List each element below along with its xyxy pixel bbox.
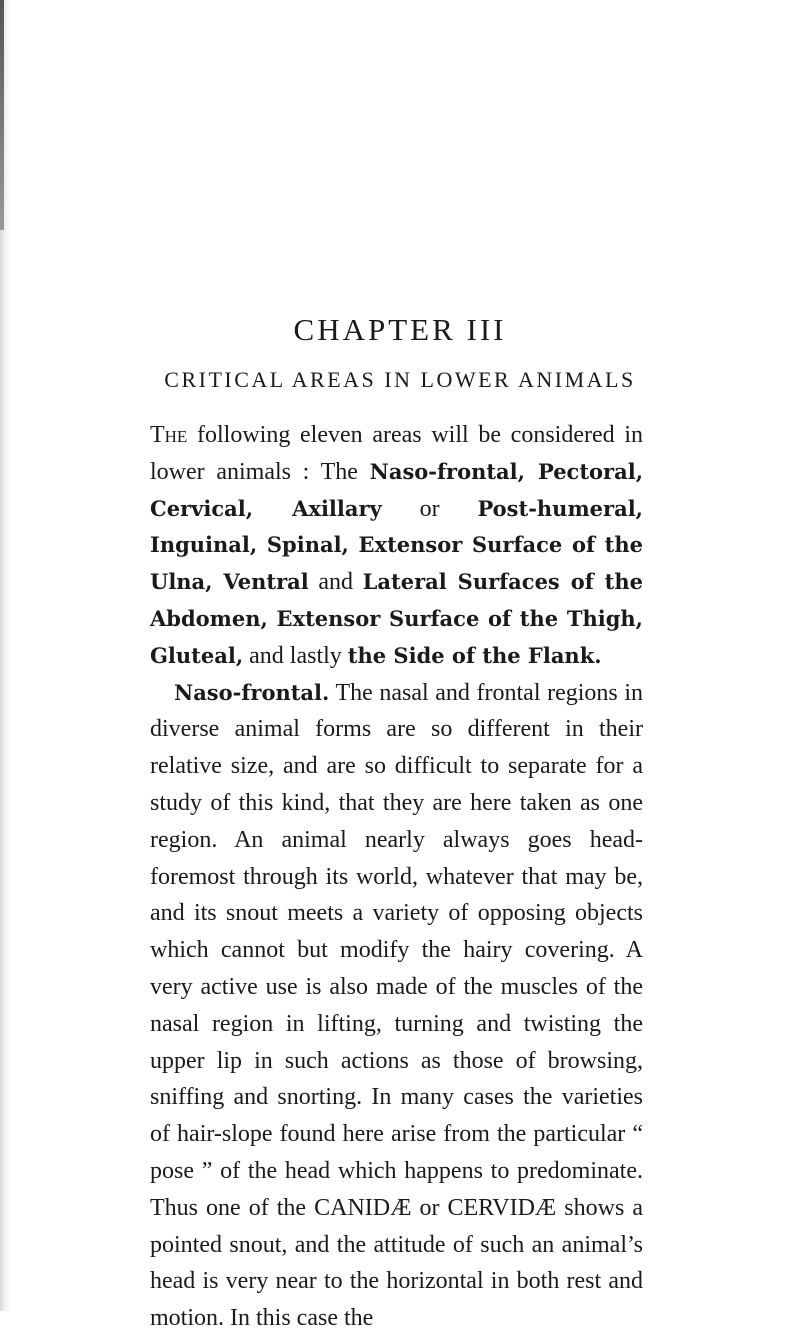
- area-list-bold: the Side of the Flank.: [347, 642, 602, 668]
- text-run: or: [381, 495, 478, 522]
- paragraph-intro: [150, 417, 643, 675]
- paragraph-naso-frontal: [150, 675, 643, 1337]
- text-run: and: [308, 569, 363, 596]
- text-run: The: [150, 422, 188, 448]
- chapter-title: CHAPTER III: [293, 312, 507, 347]
- subheading-naso-frontal: Naso-frontal.: [174, 679, 330, 705]
- area-list-bold: Lateral Surfaces of the Abdomen, Extensor Surface of the Thigh, Gluteal,: [150, 569, 643, 668]
- text-run: and lastly: [243, 642, 348, 669]
- text-run: following eleven areas will be considered in lower animals : The: [150, 422, 643, 485]
- page-edge: [0, 0, 10, 1311]
- area-list-bold: Naso-frontal, Pectoral, Cervical, Axillary: [150, 458, 644, 521]
- text-run: The nasal and frontal regions in diverse animal forms are so different in their relative size, and are so difficult to separate for a study of this kind, that they are here taken as one region. An animal nearly always goes head-foremost through its world, whatever that may be, and its snout meets a variety of opposing objects which cannot but modify the hairy covering. A very active use is also made of the muscles of the nasal region in lifting, turning and twisting the upper lip in such actions as those of browsing, sniffing and snorting. In many cases the varieties of hair-slope found here arise from the particular “ pose ” of the head which happens to predominate. Thus one of the CANIDÆ or CERVIDÆ shows a pointed snout, and the attitude of such an animal’s head is very near to the horizontal in both rest and motion. In this case the: [150, 679, 643, 1332]
- body-text: [150, 417, 643, 1337]
- section-title: CRITICAL AREAS IN LOWER ANIMALS: [164, 367, 636, 392]
- area-list-bold: Post-humeral, Inguinal, Spinal, Extensor Surface of the Ulna, Ventral: [150, 495, 643, 595]
